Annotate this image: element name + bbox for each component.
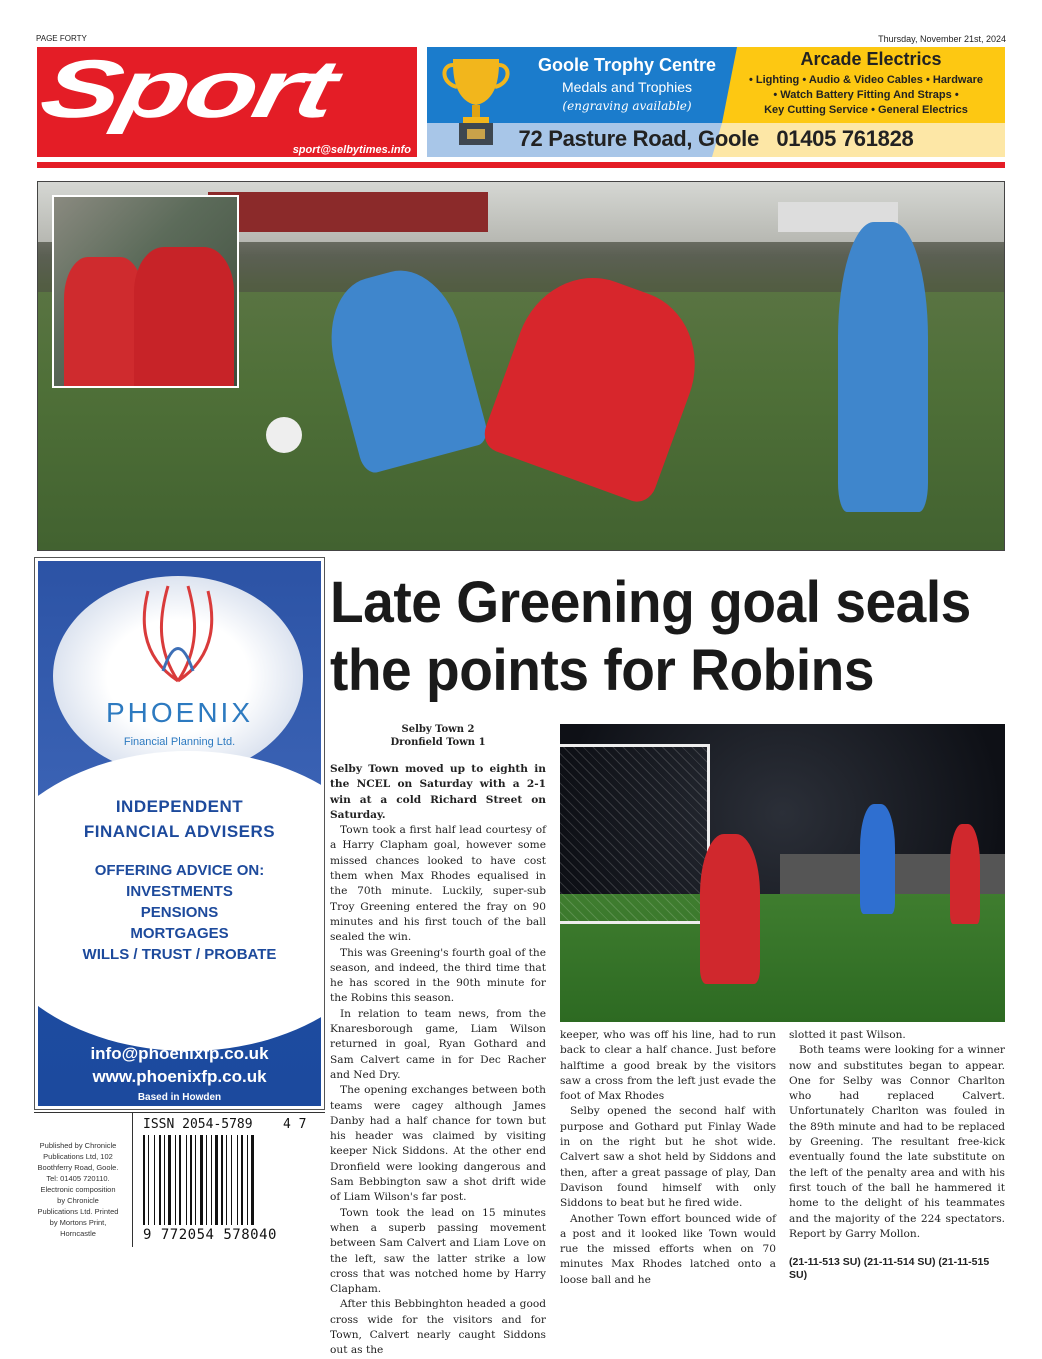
advert-phone: 01405 761828 <box>776 126 914 151</box>
phoenix-brand-sub: Financial Planning Ltd. <box>123 736 236 748</box>
barcode-bar <box>179 1135 181 1225</box>
section-email: sport@selbytimes.info <box>292 144 411 156</box>
arcade-electrics-title: Arcade Electrics <box>800 49 942 69</box>
barcode-bar <box>206 1135 207 1225</box>
article-headline <box>330 569 971 705</box>
barcode-bar <box>251 1135 254 1225</box>
sport-section-logo <box>33 44 417 157</box>
barcode-number: 9 772054 578040 <box>143 1227 277 1243</box>
trophy-centre-note: (engraving available) <box>562 99 692 113</box>
barcode-bar <box>156 1135 158 1225</box>
goal-celebration-photo <box>560 724 1005 1022</box>
barcode-bar <box>228 1135 230 1225</box>
offer-item: PENSIONS <box>140 904 219 921</box>
page-number: PAGE FORTY <box>36 34 87 43</box>
barcode-bar <box>143 1135 145 1225</box>
barcode-bar <box>197 1135 199 1225</box>
barcode-bar <box>231 1135 232 1225</box>
offer-item: INVESTMENTS <box>126 883 233 900</box>
article-paragraph: Town took the lead on 15 minutes when a superb passing movement between Sam Calvert and Liam Love on the left, saw the latter strike a low cross that was notched home by Harry Clapham. <box>330 1206 546 1296</box>
barcode <box>143 1135 303 1225</box>
barcode-bar <box>208 1135 210 1225</box>
issn-number: ISSN 2054-5789 <box>143 1117 253 1132</box>
offer-item: WILLS / TRUST / PROBATE <box>82 946 277 963</box>
barcode-bar <box>188 1135 189 1225</box>
article-paragraph: After this Bebbinghton headed a good cross wide for the visitors and for Town, Calvert nearly caught Siddons out as the <box>330 1298 546 1357</box>
article-paragraph: Town took a first half lead courtesy of a Harry Clapham goal, however some missed chances looked to have cost them when Max Rhodes equalised in the 70th minute. Luckily, super-sub Troy Greening entered the fray on 90 minutes and his first touch of the ball sealed the win. <box>330 824 546 944</box>
barcode-bar <box>244 1135 246 1225</box>
barcode-bar <box>182 1135 185 1225</box>
arcade-services-line: • Lighting • Audio & Video Cables • Hardware <box>748 74 984 86</box>
barcode-bar <box>224 1135 225 1225</box>
issue-code: 4 7 <box>283 1117 307 1132</box>
phoenix-brand: PHOENIX <box>105 697 254 728</box>
barcode-bar <box>211 1135 212 1225</box>
article-column-2 <box>560 1028 776 1288</box>
section-divider <box>37 162 1005 168</box>
publisher-imprint: Published by Chronicle Publications Ltd, 102 Boothferry Road, Goole. Tel: 01405 720110. Electronic composition by Chronicle Publications Ltd. Printed by Mortons Print, Horncastle <box>37 1141 119 1238</box>
headline-line: the points for Robins <box>330 638 875 703</box>
advert-address-phone <box>427 126 1005 152</box>
footer-divider <box>34 1112 325 1113</box>
barcode-bar <box>221 1135 223 1225</box>
article-paragraph: slotted it past Wilson. <box>789 1029 906 1041</box>
article-paragraph: The opening exchanges between both teams were cagey although James Danby had a half chance for town but his header was claimed by visiting keeper Nick Siddons. At the other end Dronfield were looking dangerous and Sam Bebbington saw a shot drift wide of Liam Wilson's far post. <box>330 1084 546 1204</box>
barcode-bar <box>219 1135 220 1225</box>
offer-title: OFFERING ADVICE ON: <box>94 862 265 879</box>
phoenix-financial-advert <box>34 557 325 1110</box>
barcode-bar <box>177 1135 178 1225</box>
barcode-bar <box>159 1135 161 1225</box>
home-score: Selby Town 2 <box>401 724 475 735</box>
trophy-electrics-advert <box>427 47 1005 157</box>
advert-heading: INDEPENDENT <box>115 797 244 816</box>
article-paragraph: Selby opened the second half with purpose and Gothard put Finlay Wade in on the right but he shot wide. Calvert saw a shot held by Siddons and then, after a great passage of play, Dan Davison found himself with only Siddons to beat but he fired wide. <box>560 1105 776 1210</box>
barcode-bar <box>239 1135 240 1225</box>
article-column-1 <box>330 723 546 1359</box>
section-title: Sport <box>33 44 341 135</box>
barcode-bar <box>172 1135 174 1225</box>
barcode-bar <box>204 1135 205 1225</box>
barcode-bar <box>162 1135 163 1225</box>
footer-divider <box>132 1112 133 1247</box>
arcade-services-line: • Watch Battery Fitting And Straps • <box>773 89 959 101</box>
advert-email: info@phoenixfp.co.uk <box>90 1044 269 1063</box>
barcode-bar <box>175 1135 176 1225</box>
article-paragraph: This was Greening's fourth goal of the season, and indeed, the third time that he has scored in the 90th minute for the Robins this season. <box>330 946 546 1005</box>
barcode-bar <box>249 1135 250 1225</box>
trophy-centre-title: Goole Trophy Centre <box>537 55 717 75</box>
celebration-inset-photo <box>52 195 239 388</box>
barcode-bar <box>200 1135 203 1225</box>
advert-location: Based in Howden <box>137 1092 222 1103</box>
advert-address: 72 Pasture Road, Goole <box>518 126 759 151</box>
issue-date: Thursday, November 21st, 2024 <box>878 34 1006 44</box>
barcode-bar <box>168 1135 171 1225</box>
barcode-bar <box>195 1135 196 1225</box>
barcode-bar <box>241 1135 243 1225</box>
barcode-bar <box>186 1135 187 1225</box>
phoenix-logo-icon <box>128 581 228 691</box>
barcode-bar <box>226 1135 227 1225</box>
headline-line: Late Greening goal seals <box>330 570 971 635</box>
barcode-bar <box>148 1135 149 1225</box>
barcode-bar <box>154 1135 155 1225</box>
trophy-centre-subtitle: Medals and Trophies <box>562 79 692 95</box>
barcode-bar <box>190 1135 192 1225</box>
article-column-3 <box>789 1028 1005 1282</box>
barcode-bar <box>215 1135 218 1225</box>
article-lead: Selby Town moved up to eighth in the NCEL on Saturday with a 2-1 win at a cold Richard Street on Saturday. <box>330 763 546 821</box>
advert-website: www.phoenixfp.co.uk <box>92 1067 267 1086</box>
article-paragraph: keeper, who was off his line, had to run back to clear a half chance. Just before halftime a good break by the visitors saw a cross from the left just evade the foot of Max Rhodes <box>560 1029 776 1103</box>
barcode-bar <box>213 1135 214 1225</box>
advert-phone: 01430 265046 <box>125 1021 234 1040</box>
match-score <box>330 723 546 749</box>
barcode-bar <box>233 1135 236 1225</box>
barcode-bar <box>247 1135 248 1225</box>
article-paragraph: In relation to team news, from the Knaresborough game, Liam Wilson returned in goal, Ryan Gothard and Sam Calvert came in for Dec Racher and Ned Dry. <box>330 1007 546 1081</box>
arcade-services-line: Key Cutting Service • General Electrics <box>764 104 968 116</box>
barcode-bar <box>164 1135 165 1225</box>
photo-reference-codes: (21-11-513 SU) (21-11-514 SU) (21-11-515 SU) <box>789 1256 990 1282</box>
article-paragraph: Both teams were looking for a winner now and substitutes began to appear. One for Selby was Connor Charlton who had replaced Calvert. Unfortunately Charlton was fouled in the 89th minute and had to be replaced by Greening. The resultant free-kick eventually found the late substitute on the left of the penalty area and with his first touch of the ball he hammered it home to the delight of his teammates and the majority of the 224 spectators. Report by Garry Mollon. <box>789 1044 1005 1240</box>
barcode-bar <box>150 1135 153 1225</box>
offer-item: MORTGAGES <box>130 925 229 942</box>
barcode-bar <box>193 1135 194 1225</box>
advert-heading: FINANCIAL ADVISERS <box>83 822 276 841</box>
barcode-bar <box>146 1135 147 1225</box>
article-paragraph: Another Town effort bounced wide of a post and it looked like Town would rue the missed efforts when on 70 minutes Max Rhodes latched onto a loose ball and he <box>560 1212 776 1286</box>
barcode-bar <box>166 1135 167 1225</box>
away-score: Dronfield Town 1 <box>390 737 486 748</box>
barcode-bar <box>237 1135 238 1225</box>
